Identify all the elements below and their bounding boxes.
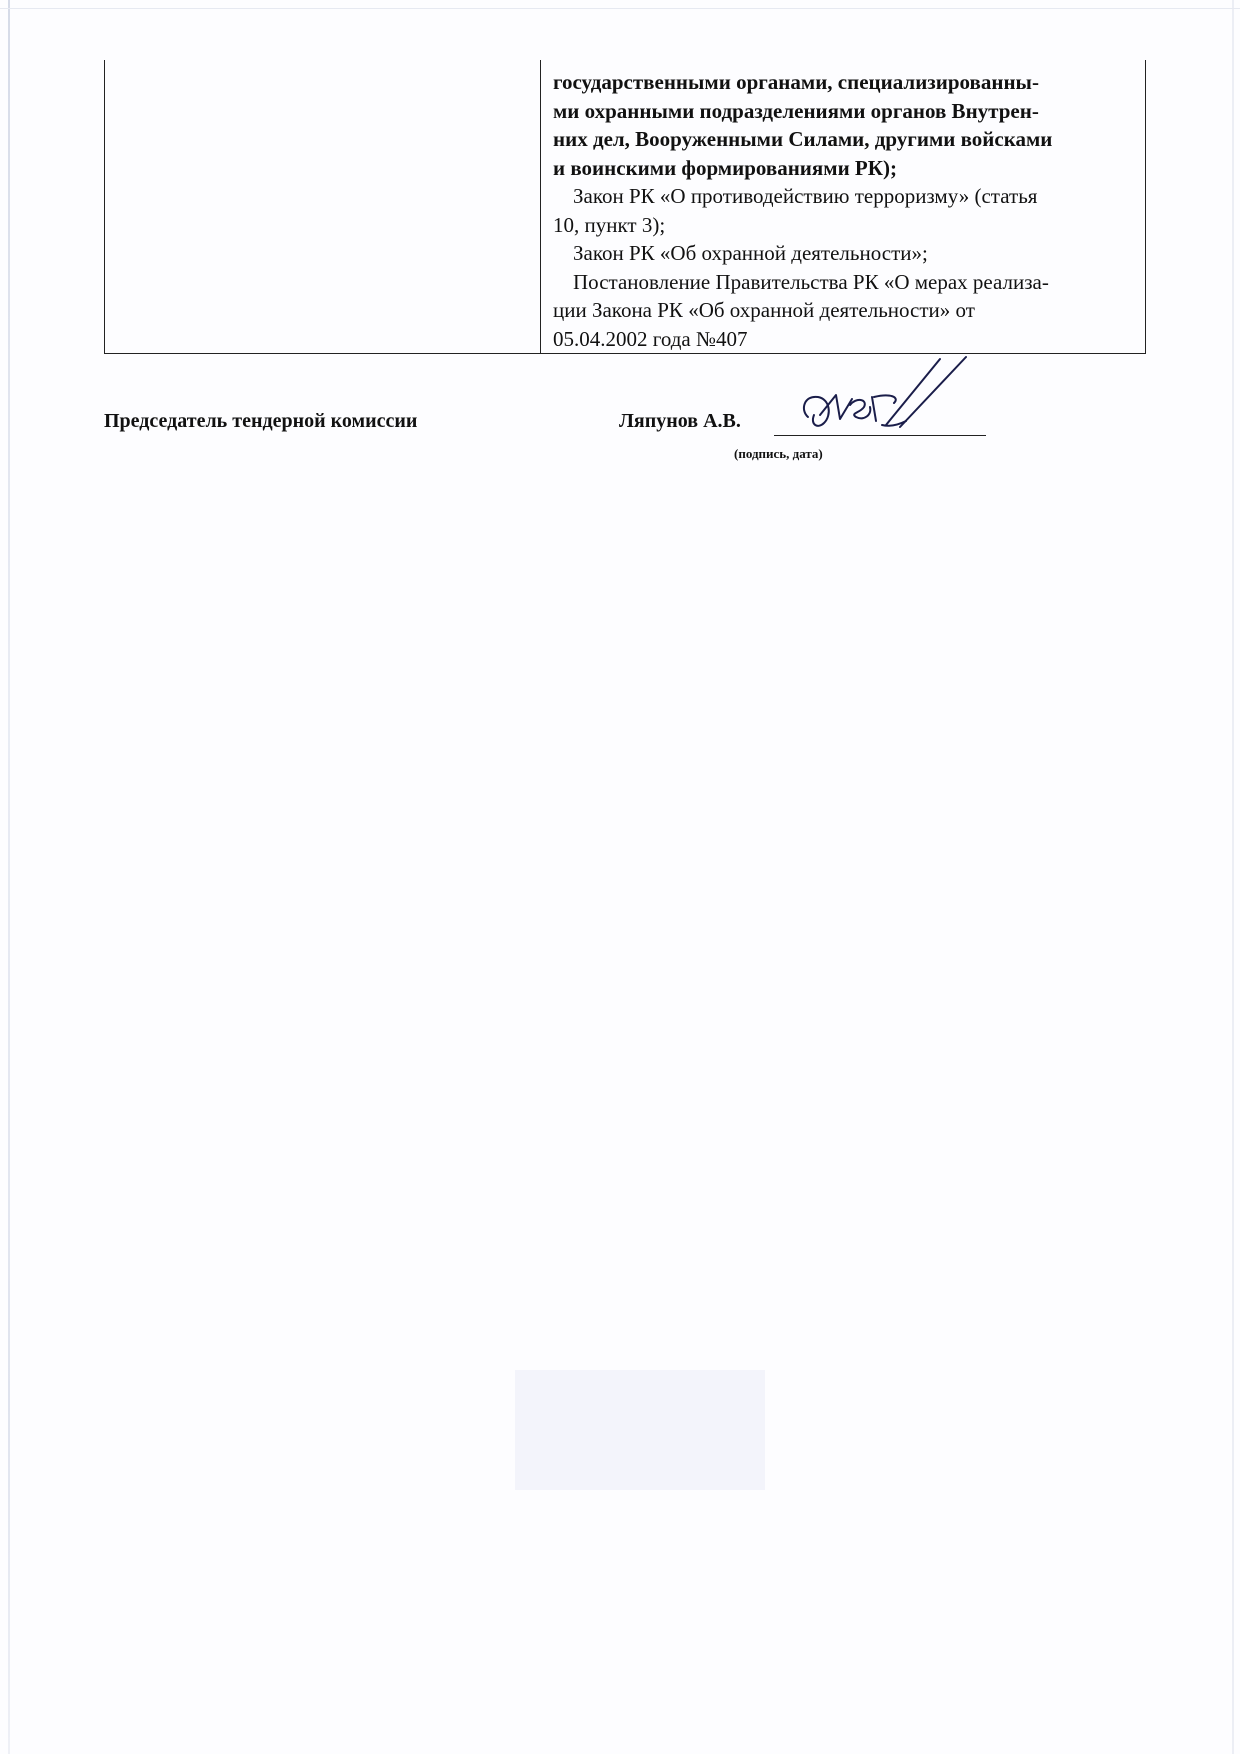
- bleed-through-signature-row: [190, 855, 850, 895]
- scan-edge-left: [8, 0, 10, 1754]
- table-right-cell: [541, 68, 1141, 353]
- cell-line-bold-4: и воинскими формированиями РК);: [553, 155, 897, 180]
- cell-line-resolution-cont: ции Закона РК «Об охранной деятельности» от: [553, 298, 975, 322]
- table-left-cell: [105, 60, 541, 353]
- cell-line-bold-2: ми охранными подразделениями органов Внутрен-: [553, 98, 1039, 123]
- handwritten-signature: [790, 355, 980, 455]
- chairman-label: Председатель тендерной комиссии: [104, 410, 418, 432]
- cell-line-resolution: Постановление Правительства РК «О мерах реализа-: [573, 269, 1049, 294]
- cell-line-law-terrorism: Закон РК «О противодействию терроризму» (статья: [573, 184, 1038, 208]
- scan-edge-top: [0, 8, 1240, 9]
- requirements-table: [104, 60, 1146, 354]
- signature-caption: (подпись, дата): [734, 446, 823, 461]
- chairman-name: Ляпунов А.В.: [619, 410, 741, 432]
- cell-line-resolution-date: 05.04.2002 года №407: [553, 326, 748, 351]
- cell-line-law-terrorism-cont: 10, пункт 3);: [553, 212, 666, 237]
- scan-edge-right: [1232, 0, 1234, 1754]
- bleed-through-panel: [515, 1370, 765, 1490]
- cell-line-law-security: Закон РК «Об охранной деятельности»;: [573, 241, 928, 265]
- cell-line-bold-3: них дел, Вооруженными Силами, другими войсками: [553, 127, 1053, 151]
- bleed-through-block: [555, 510, 975, 800]
- cell-line-bold-1: государственными органами, специализированны-: [553, 70, 1039, 94]
